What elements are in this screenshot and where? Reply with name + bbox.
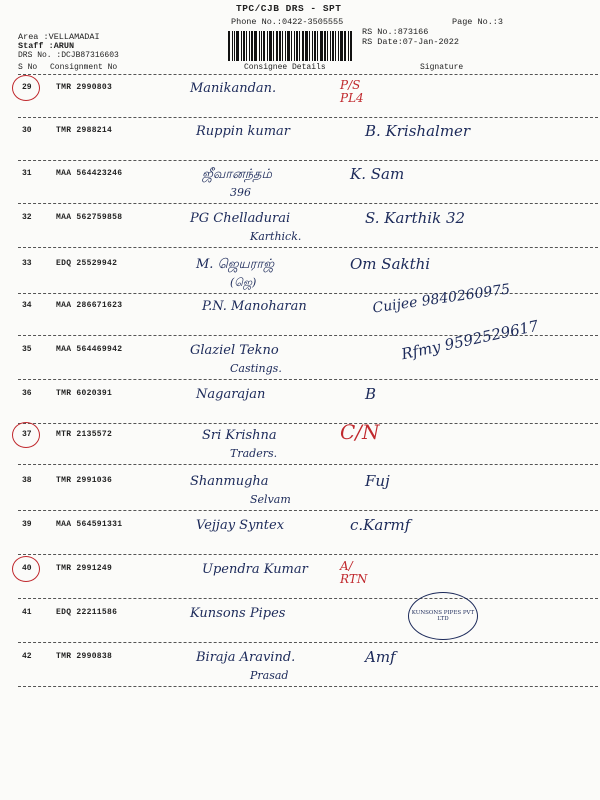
row-consignment-no: TMR 2991036 (56, 476, 113, 485)
row-sno: 31 (22, 169, 32, 178)
signature: K. Sam (350, 165, 405, 183)
col-signature: Signature (420, 63, 464, 72)
row-consignment-no: MAA 564591331 (56, 520, 123, 529)
consignee-name-line2: Karthick. (250, 230, 302, 243)
row-consignment-no: TMR 2991249 (56, 564, 113, 573)
row-divider (18, 554, 598, 555)
signature: B (365, 385, 377, 403)
consignee-name: Vejjay Syntex (196, 518, 285, 533)
red-circle-mark (12, 422, 40, 448)
signature: KUNSONS PIPES PVT LTD (408, 592, 478, 640)
consignee-name: P.N. Manoharan (202, 299, 307, 314)
red-ink-note: P/S PL4 (340, 78, 364, 105)
row-consignment-no: EDQ 22211586 (56, 608, 118, 617)
consignee-name-line2: 396 (230, 186, 251, 199)
signature: Amf (365, 648, 396, 666)
consignee-name: Kunsons Pipes (190, 606, 286, 621)
consignee-name: Ruppin kumar (196, 124, 291, 139)
consignee-name: M. ஜெயராஜ் (196, 257, 275, 272)
row-divider (18, 203, 598, 204)
row-divider (18, 464, 598, 465)
row-sno: 37 (22, 430, 32, 439)
red-circle-mark (12, 75, 40, 101)
row-sno: 41 (22, 608, 32, 617)
consignee-name-line2: Prasad (250, 669, 289, 682)
header-divider (18, 74, 598, 75)
consignee-name: Upendra Kumar (202, 562, 308, 577)
row-divider (18, 160, 598, 161)
row-consignment-no: TMR 2990838 (56, 652, 113, 661)
rs-number: RS No.:873166 (362, 27, 429, 37)
document-title: TPC/CJB DRS - SPT (236, 3, 342, 14)
signature: c.Karmf (350, 516, 411, 534)
consignee-name: Nagarajan (196, 387, 266, 402)
consignee-name: ஜீவானந்தம் (202, 167, 272, 182)
row-consignment-no: MTR 2135572 (56, 430, 113, 439)
row-sno: 42 (22, 652, 32, 661)
row-divider (18, 510, 598, 511)
signature: B. Krishalmer (365, 122, 471, 140)
phone-number: Phone No.:0422-3505555 (231, 17, 344, 27)
row-sno: 38 (22, 476, 32, 485)
row-divider (18, 379, 598, 380)
row-consignment-no: MAA 564469942 (56, 345, 123, 354)
row-divider (18, 423, 598, 424)
col-sno: S No (18, 63, 38, 72)
drs-number: DRS No. :DCJB87316603 (18, 51, 119, 60)
row-sno: 36 (22, 389, 32, 398)
row-consignment-no: MAA 564423246 (56, 169, 123, 178)
col-consignment: Consignment No (50, 63, 118, 72)
consignee-name-line2: (ஜெ) (230, 276, 257, 289)
signature: S. Karthik 32 (365, 209, 466, 227)
row-consignment-no: MAA 562759858 (56, 213, 123, 222)
consignee-name: Manikandan. (190, 81, 277, 96)
row-consignment-no: TMR 2988214 (56, 126, 113, 135)
consignee-name: Sri Krishna (202, 428, 277, 443)
row-consignment-no: TMR 2990803 (56, 83, 113, 92)
row-sno: 35 (22, 345, 32, 354)
row-divider (18, 598, 598, 599)
rs-date: RS Date:07-Jan-2022 (362, 37, 459, 47)
row-consignment-no: EDQ 25529942 (56, 259, 118, 268)
barcode (228, 31, 358, 61)
red-ink-note: A/ RTN (340, 559, 368, 586)
signature: Cuijee 9840260975 (371, 281, 512, 317)
row-consignment-no: MAA 286671623 (56, 301, 123, 310)
red-ink-note: C/N (340, 420, 380, 444)
row-sno: 30 (22, 126, 32, 135)
consignee-name: Glaziel Tekno (190, 343, 279, 358)
row-sno: 29 (22, 83, 32, 92)
row-sno: 33 (22, 259, 32, 268)
row-sno: 39 (22, 520, 32, 529)
area-label: Area :VELLAMADAI (18, 32, 100, 42)
row-consignment-no: TMR 6020391 (56, 389, 113, 398)
red-circle-mark (12, 556, 40, 582)
consignee-name-line2: Castings. (230, 362, 282, 375)
consignee-name: PG Chelladurai (190, 211, 291, 226)
col-consignee: Consignee Details (244, 63, 326, 72)
staff-label: Staff :ARUN (18, 41, 75, 51)
signature: Om Sakthi (350, 255, 431, 273)
row-divider (18, 642, 598, 643)
row-sno: 40 (22, 564, 32, 573)
row-sno: 32 (22, 213, 32, 222)
consignee-name: Biraja Aravind. (196, 650, 296, 665)
row-divider (18, 686, 598, 687)
row-divider (18, 117, 598, 118)
row-divider (18, 247, 598, 248)
signature: Fuj (365, 472, 390, 490)
consignee-name: Shanmugha (190, 474, 269, 489)
consignee-name-line2: Traders. (230, 447, 278, 460)
signature: Rfmy 9592529617 (399, 316, 541, 364)
row-sno: 34 (22, 301, 32, 310)
consignee-name-line2: Selvam (250, 493, 291, 506)
page-number: Page No.:3 (452, 17, 504, 27)
